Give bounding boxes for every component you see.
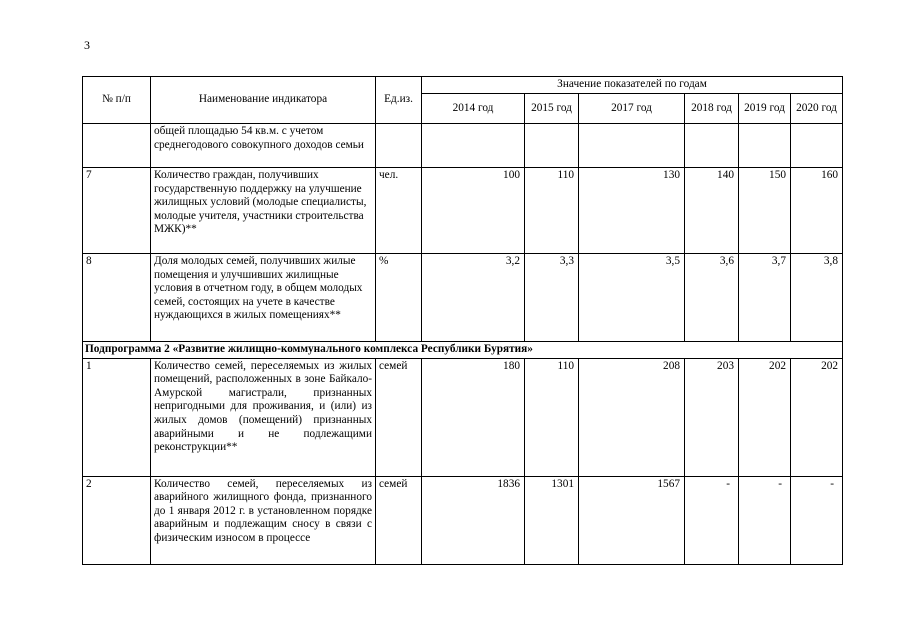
value-cell: - xyxy=(739,476,791,564)
header-unit: Ед.из. xyxy=(376,77,422,124)
table-row xyxy=(83,254,843,342)
header-values-by-year: Значение показателей по годам xyxy=(422,77,843,94)
value-cell: 110 xyxy=(525,168,579,254)
indicator-name: Количество граждан, получивших государственную поддержку на улучшение жилищных условий (молодые специалисты, молодые учителя, участники строительства МЖК)** xyxy=(151,168,376,254)
value-cell: 3,8 xyxy=(791,254,843,342)
value-cell: - xyxy=(791,476,843,564)
value-cell: 130 xyxy=(579,168,685,254)
value-cell xyxy=(579,124,685,168)
value-cell: 202 xyxy=(791,358,843,476)
row-number: 1 xyxy=(83,358,151,476)
indicator-name: Количество семей, переселяемых из жилых помещений, расположенных в зоне Байкало-Амурской магистрали, признанных непригодными для проживания, и (или) из жилых домов (помещений) признанных аварийными и не подлежащими реконструкции** xyxy=(151,358,376,476)
header-year: 2019 год xyxy=(739,94,791,124)
value-cell: 208 xyxy=(579,358,685,476)
section-row xyxy=(83,342,843,359)
table-row xyxy=(83,168,843,254)
row-number: 8 xyxy=(83,254,151,342)
value-cell: 110 xyxy=(525,358,579,476)
row-number: 7 xyxy=(83,168,151,254)
indicator-name: Доля молодых семей, получивших жилые помещения и улучшивших жилищные условия в отчетном году, в общем молодых семей, состоящих на учете в качестве нуждающихся в жилых помещениях** xyxy=(151,254,376,342)
value-cell: 140 xyxy=(685,168,739,254)
value-cell: 160 xyxy=(791,168,843,254)
header-year: 2017 год xyxy=(579,94,685,124)
value-cell: 3,3 xyxy=(525,254,579,342)
value-cell xyxy=(739,124,791,168)
value-cell: - xyxy=(685,476,739,564)
value-cell: 1836 xyxy=(422,476,525,564)
header-year: 2018 год xyxy=(685,94,739,124)
value-cell: 203 xyxy=(685,358,739,476)
value-cell xyxy=(685,124,739,168)
value-cell xyxy=(525,124,579,168)
unit: семей xyxy=(376,358,422,476)
header-year: 2015 год xyxy=(525,94,579,124)
header-indicator-name: Наименование индикатора xyxy=(151,77,376,124)
unit: % xyxy=(376,254,422,342)
value-cell: 180 xyxy=(422,358,525,476)
value-cell: 202 xyxy=(739,358,791,476)
value-cell xyxy=(791,124,843,168)
value-cell: 1567 xyxy=(579,476,685,564)
value-cell: 3,7 xyxy=(739,254,791,342)
row-number xyxy=(83,124,151,168)
value-cell: 3,2 xyxy=(422,254,525,342)
unit xyxy=(376,124,422,168)
value-cell xyxy=(422,124,525,168)
value-cell: 3,6 xyxy=(685,254,739,342)
row-number: 2 xyxy=(83,476,151,564)
table-row xyxy=(83,124,843,168)
table-row xyxy=(83,476,843,564)
value-cell: 1301 xyxy=(525,476,579,564)
section-title: Подпрограмма 2 «Развитие жилищно-коммунального комплекса Республики Бурятия» xyxy=(83,342,843,359)
indicator-name: общей площадью 54 кв.м. с учетом среднегодового совокупного доходов семьи xyxy=(151,124,376,168)
header-no: № п/п xyxy=(83,77,151,124)
value-cell: 3,5 xyxy=(579,254,685,342)
value-cell: 150 xyxy=(739,168,791,254)
value-cell: 100 xyxy=(422,168,525,254)
table-row xyxy=(83,358,843,476)
unit: семей xyxy=(376,476,422,564)
page-number: 3 xyxy=(84,38,90,52)
unit: чел. xyxy=(376,168,422,254)
indicator-name: Количество семей, переселяемых из аварийного жилищного фонда, признанного до 1 января 2012 г. в установленном порядке аварийным и подлежащим сносу в связи с физическим износом в процессе xyxy=(151,476,376,564)
header-year: 2014 год xyxy=(422,94,525,124)
header-year: 2020 год xyxy=(791,94,843,124)
indicators-table xyxy=(82,76,843,565)
